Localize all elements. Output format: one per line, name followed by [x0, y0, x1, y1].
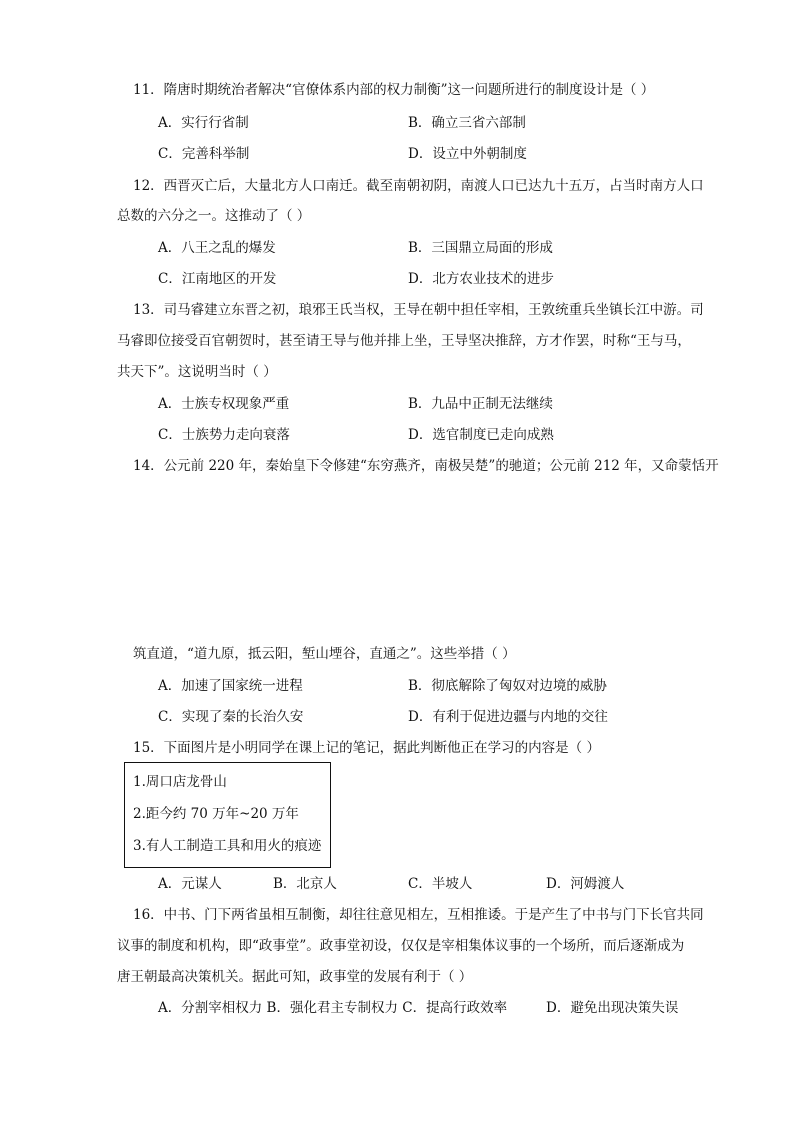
question-13-option-a[interactable]: A．士族专权现象严重: [158, 396, 290, 412]
question-12-option-c[interactable]: C．江南地区的开发: [158, 271, 277, 287]
question-16-stem-line-1: 16．中书、门下两省虽相互制衡，却往往意见相左，互相推诿。于是产生了中书与门下长官共同: [133, 907, 704, 923]
question-14-option-d[interactable]: D．有利于促进边疆与内地的交往: [408, 709, 608, 725]
question-13-stem-line-3: 共天下”。这说明当时（ ）: [117, 364, 277, 380]
note-line-2: 2.距今约 70 万年~20 万年: [133, 806, 299, 822]
question-15-option-b[interactable]: B．北京人: [273, 876, 337, 892]
question-12-option-d[interactable]: D．北方农业技术的进步: [408, 271, 554, 287]
question-16-option-d[interactable]: D．避免出现决策失误: [546, 1000, 679, 1016]
question-14-option-c[interactable]: C．实现了秦的长治久安: [158, 709, 304, 725]
question-16-stem-line-2: 议事的制度和机构，即“政事堂”。政事堂初设，仅仅是宰相集体议事的一个场所，而后逐渐成为: [117, 938, 685, 954]
question-13-option-c[interactable]: C．士族势力走向衰落: [158, 427, 290, 443]
question-14-stem-line-2: 筑直道，“道九原，抵云阳，堑山堙谷，直通之”。这些举措（ ）: [133, 646, 516, 662]
notes-box: [124, 762, 331, 868]
question-16-options-abc[interactable]: A．分割宰相权力 B．强化君主专制权力 C．提高行政效率: [158, 1000, 508, 1016]
question-11-option-b[interactable]: B．确立三省六部制: [408, 115, 526, 131]
question-11-option-c[interactable]: C．完善科举制: [158, 146, 250, 162]
question-12-option-a[interactable]: A．八王之乱的爆发: [158, 240, 276, 256]
question-12-option-b[interactable]: B．三国鼎立局面的形成: [408, 240, 553, 256]
question-14-stem-line-1: 14．公元前 220 年，秦始皇下令修建“东穷燕齐，南极吴楚”的驰道；公元前 212 年，又命蒙恬开: [133, 458, 719, 474]
note-line-3: 3.有人工制造工具和用火的痕迹: [133, 838, 322, 854]
question-15-option-d[interactable]: D．河姆渡人: [546, 876, 625, 892]
question-13-stem-line-1: 13．司马睿建立东晋之初，琅邪王氏当权，王导在朝中担任宰相，王敦统重兵坐镇长江中游。司: [133, 302, 704, 318]
question-13-option-b[interactable]: B．九品中正制无法继续: [408, 396, 553, 412]
question-13-option-d[interactable]: D．选官制度已走向成熟: [408, 427, 554, 443]
question-16-stem-line-3: 唐王朝最高决策机关。据此可知，政事堂的发展有利于（ ）: [117, 969, 473, 985]
question-14-option-b[interactable]: B．彻底解除了匈奴对边境的威胁: [408, 678, 607, 694]
question-15-option-a[interactable]: A．元谋人: [158, 876, 222, 892]
question-13-stem-line-2: 马睿即位接受百官朝贺时，甚至请王导与他并排上坐，王导坚决推辞，方才作罢，时称“王与马，: [117, 333, 691, 349]
question-12-stem-line-1: 12．西晋灭亡后，大量北方人口南迁。截至南朝初阴，南渡人口已达九十五万，占当时南方人口: [133, 178, 704, 194]
question-12-stem-line-2: 总数的六分之一。这推动了（ ）: [117, 208, 311, 224]
question-11-option-d[interactable]: D．设立中外朝制度: [408, 146, 527, 162]
question-15-stem: 15．下面图片是小明同学在课上记的笔记，据此判断他正在学习的内容是（ ）: [133, 740, 600, 756]
note-line-1: 1.周口店龙骨山: [133, 774, 227, 790]
question-11-stem: 11．隋唐时期统治者解决“官僚体系内部的权力制衡”这一问题所进行的制度设计是（ ）: [133, 82, 655, 98]
question-14-option-a[interactable]: A．加速了国家统一进程: [158, 678, 303, 694]
question-11-option-a[interactable]: A．实行行省制: [158, 115, 249, 131]
question-15-option-c[interactable]: C．半坡人: [408, 876, 473, 892]
